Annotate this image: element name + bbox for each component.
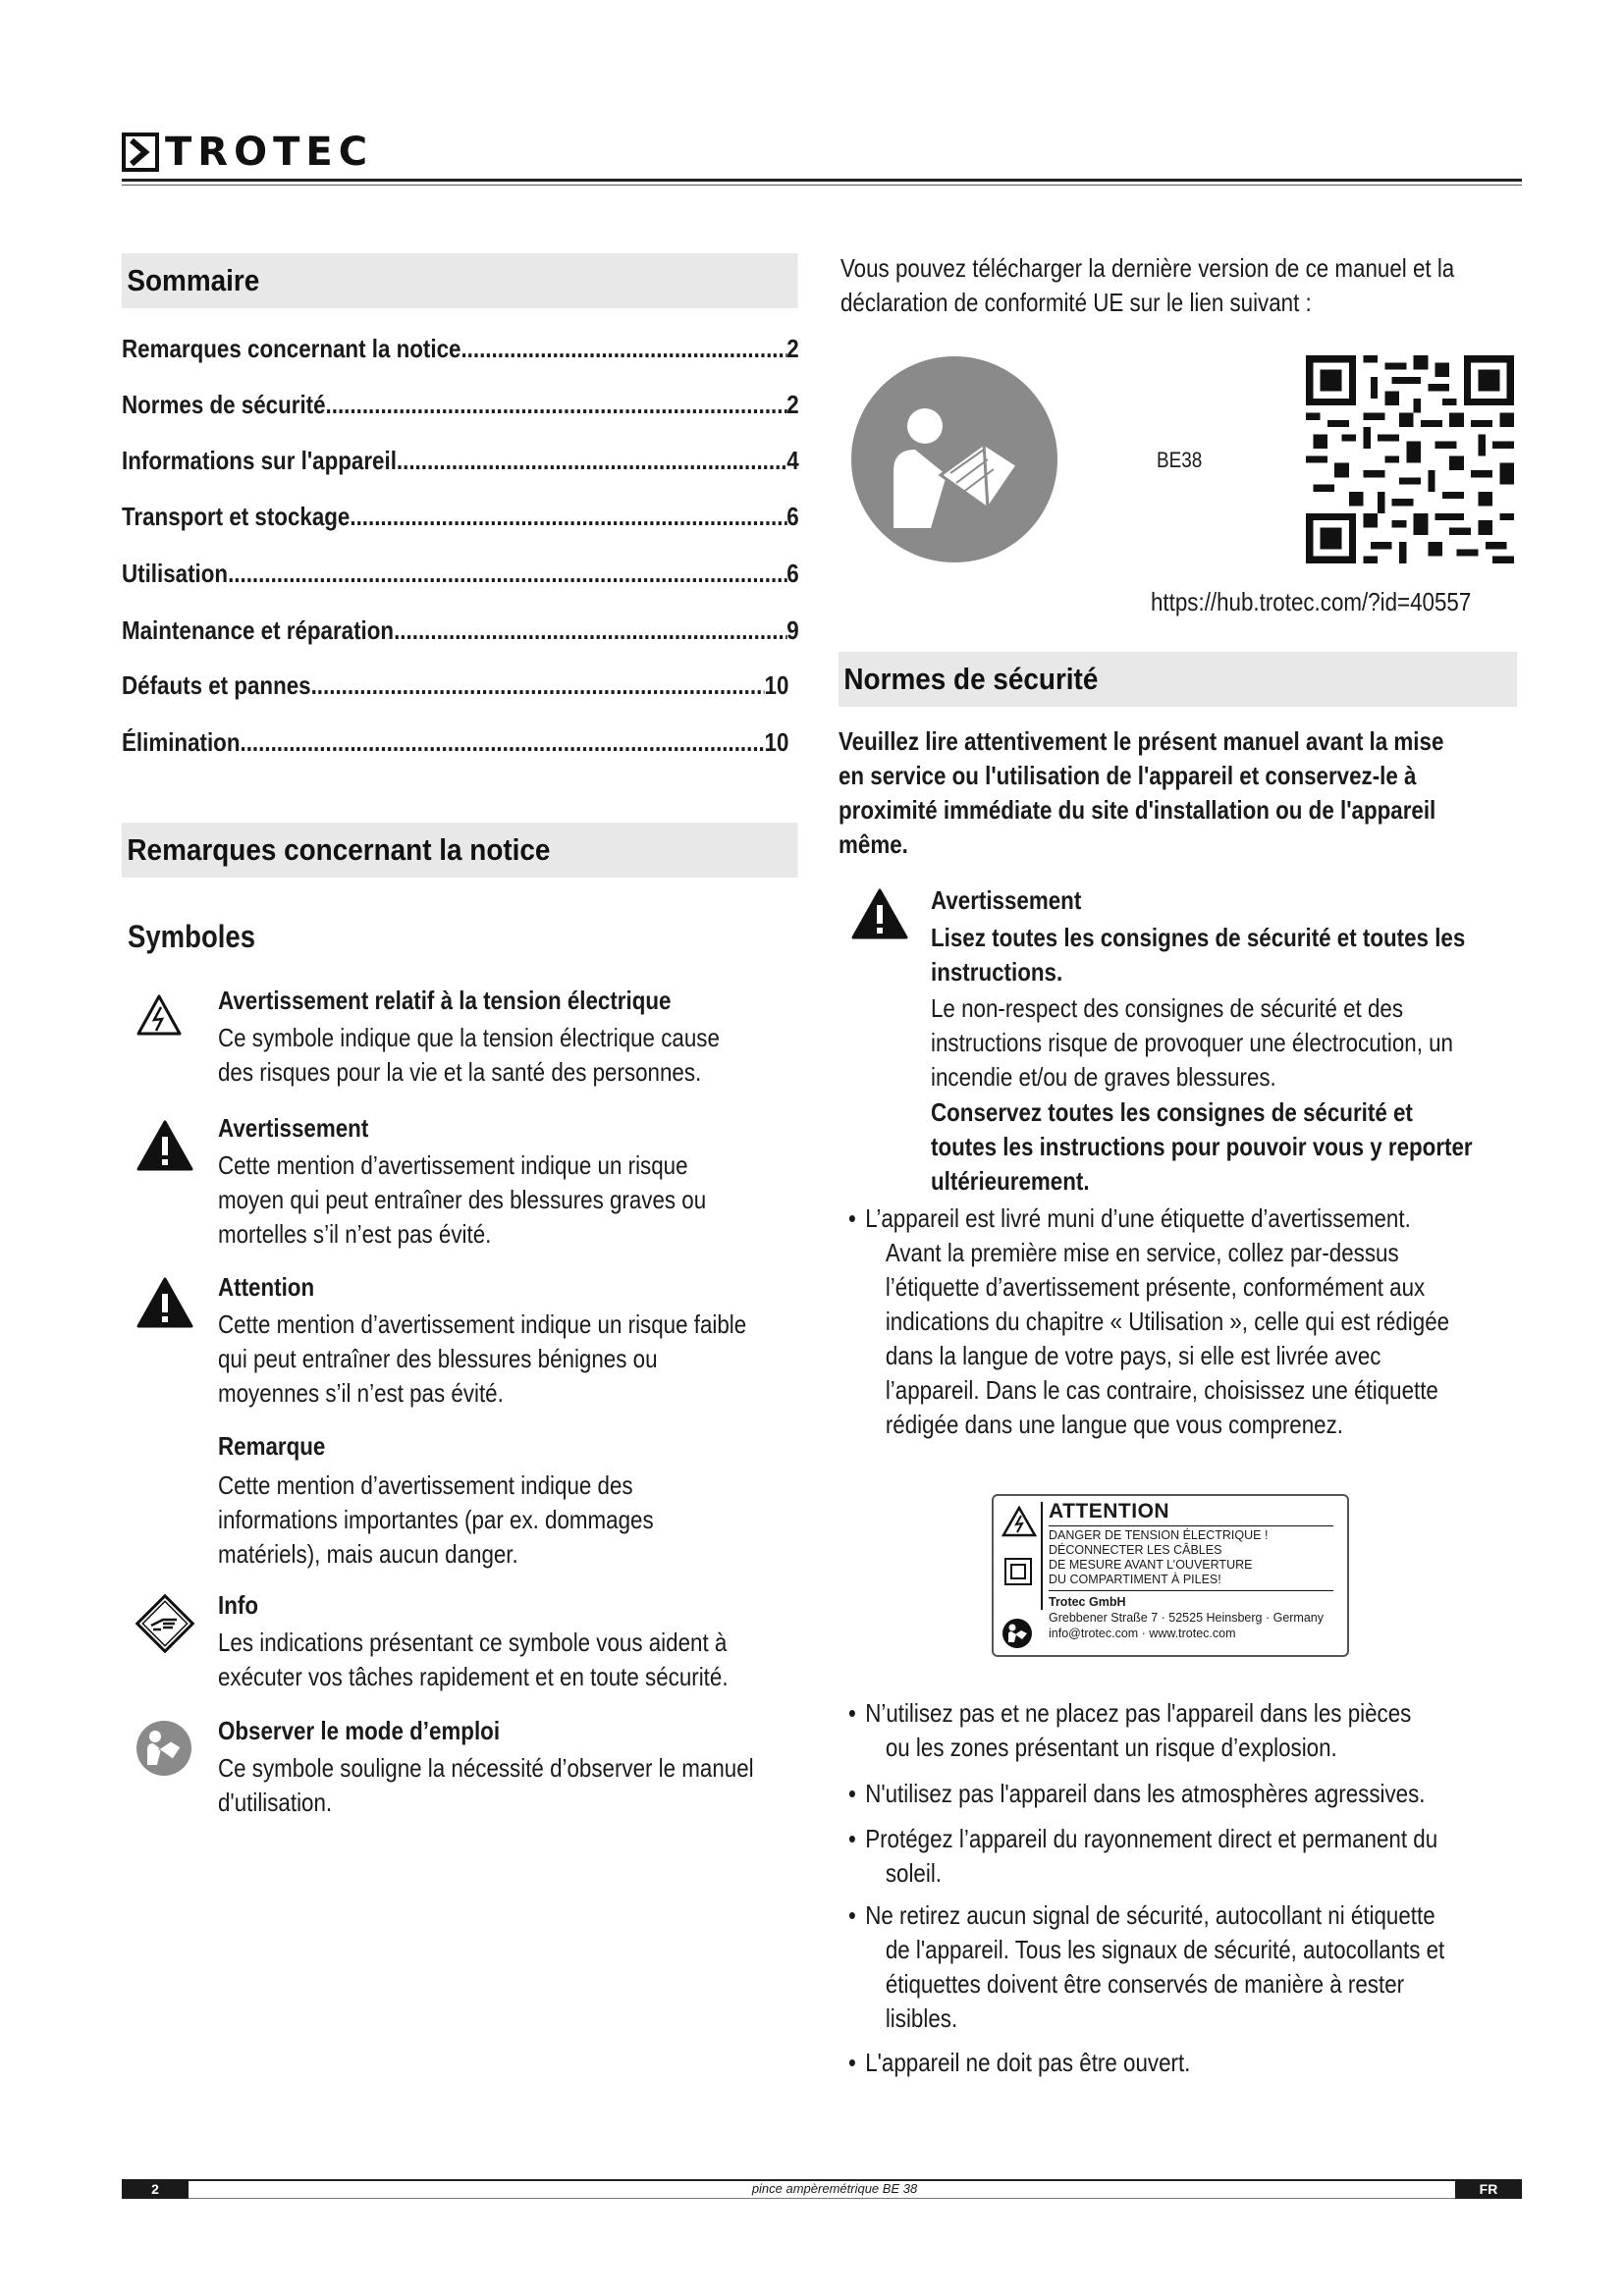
safety-bullet: • N'utilisez pas l'appareil dans les atmosphères agressives. [848,1779,1426,1808]
symbol-desc: Cette mention d’avertissement indique un risque faible qui peut entraîner des blessures bénignes ou moyennes s’il n’est pas évité. [218,1309,747,1408]
symbol-desc: Cette mention d’avertissement indique des informations importantes (par ex. dommages matériels), mais aucun danger. [218,1470,654,1569]
toc-item[interactable]: Transport et stockage ..... 6 [122,502,799,532]
symbol-desc: Cette mention d’avertissement indique un risque moyen qui peut entraîner des blessures graves ou mortelles s’il n’est pas évité. [218,1150,707,1249]
toc-item[interactable]: Informations sur l'appareil ..... 4 [122,446,799,476]
toc-item[interactable]: Maintenance et réparation ..... 9 [122,615,799,646]
symbol-desc: Les indications présentant ce symbole vous aident à exécuter vos tâches rapidement et en toute sécurité. [218,1628,729,1691]
warning-icon [135,1119,194,1172]
safety-warning-bold: Conservez toutes les consignes de sécurité et toutes les instructions pour pouvoir vous y reporter ultérieurement. [931,1097,1473,1196]
manual-icon [135,1720,192,1777]
electric-warning-icon [1001,1506,1037,1537]
warning-icon [135,1276,194,1329]
warning-label-image [992,1494,1349,1657]
toc-item[interactable]: Élimination ..... 10 [122,727,788,758]
symbol-title: Info [218,1590,258,1620]
toc-item[interactable]: Défauts et pannes ..... 10 [122,670,788,701]
download-text: Vous pouvez télécharger la dernière version de ce manuel et la déclaration de conformité UE sur le lien suivant : [840,253,1455,317]
toc-item[interactable]: Normes de sécurité ..... 2 [122,390,799,420]
symbol-title: Avertissement [218,1113,369,1143]
safety-warning-bold: Lisez toutes les consignes de sécurité et toutes les instructions. [931,923,1466,987]
label-title: ATTENTION [1049,1500,1170,1522]
symbol-desc: Ce symbole indique que la tension électrique cause des risques pour la vie et la santé des personnes. [218,1023,720,1087]
brand-name: TROTEC [165,130,374,175]
manual-icon [850,355,1058,563]
symbol-title: Observer le mode d’emploi [218,1716,501,1745]
toc-item[interactable]: Utilisation ..... 6 [122,559,799,589]
download-link[interactable]: https://hub.trotec.com/?id=40557 [1151,587,1472,616]
model-code: BE38 [1157,448,1203,472]
page-number: 2 [122,2179,189,2199]
double-insulation-icon [1003,1557,1033,1586]
label-rule [1049,1590,1333,1591]
toc-heading: Sommaire [122,253,798,308]
symbol-title: Remarque [218,1431,326,1461]
info-hand-icon [134,1592,196,1655]
label-company-block: Trotec GmbH Grebbener Straße 7 · 52525 Heinsberg · Germany info@trotec.com · www.trotec.com [1049,1595,1324,1640]
notice-heading: Remarques concernant la notice [122,823,798,878]
footer-title: pince ampèremétrique BE 38 [751,2181,918,2196]
header-rule-thin [122,185,1522,186]
safety-heading: Normes de sécurité [839,652,1517,707]
symbols-heading: Symboles [128,919,256,954]
safety-bullet: • Protégez l’appareil du rayonnement direct et permanent du soleil. [848,1824,1438,1888]
qr-code-icon[interactable] [1306,355,1514,563]
language-code: FR [1455,2179,1522,2199]
label-divider [1041,1502,1043,1610]
label-text: DANGER DE TENSION ÉLECTRIQUE ! DÉCONNECTER LES CÂBLES DE MESURE AVANT L’OUVERTURE DU COMPARTIMENT À PILES! [1049,1528,1269,1586]
safety-intro: Veuillez lire attentivement le présent manuel avant la mise en service ou l'utilisation de l'appareil et conservez-le à proximité immédiate du site d'installation ou de l'appareil même. [839,726,1444,859]
label-rule [1049,1525,1333,1526]
header-rule [122,179,1522,182]
symbol-title: Attention [218,1272,315,1302]
safety-warning-text: Le non-respect des consignes de sécurité et des instructions risque de provoquer une électrocution, un incendie et/ou de graves blessures. [931,993,1453,1092]
symbol-title: Avertissement relatif à la tension électrique [218,986,672,1015]
electric-warning-icon [135,993,183,1037]
safety-warning-title: Avertissement [931,885,1082,915]
symbol-desc: Ce symbole souligne la nécessité d’observer le manuel d'utilisation. [218,1753,754,1817]
safety-bullet: • Ne retirez aucun signal de sécurité, autocollant ni étiquette de l'appareil. Tous les signaux de sécurité, autocollants et étiquettes doivent être conservés de manière à rester lisibles. [848,1900,1445,2033]
manual-icon [1001,1618,1033,1649]
warning-icon [850,887,909,940]
brand-logo [122,131,373,174]
trotec-logo-icon [122,133,159,172]
safety-bullet: • L’appareil est livré muni d’une étiquette d’avertissement. Avant la première mise en service, collez par-dessus l’étiquette d’avertissement présente, conformément aux indications du chapitre « Utilisation », celle qui est rédigée dans la langue de votre pays, si elle est livrée avec l’appareil. Dans le cas contraire, choisissez une étiquette rédigée dans une langue que vous comprenez. [848,1203,1450,1439]
safety-bullet: • L'appareil ne doit pas être ouvert. [848,2048,1191,2077]
toc-item[interactable]: Remarques concernant la notice ..... 2 [122,334,799,364]
safety-bullet: • N’utilisez pas et ne placez pas l'appareil dans les pièces ou les zones présentant un risque d’explosion. [848,1698,1412,1762]
